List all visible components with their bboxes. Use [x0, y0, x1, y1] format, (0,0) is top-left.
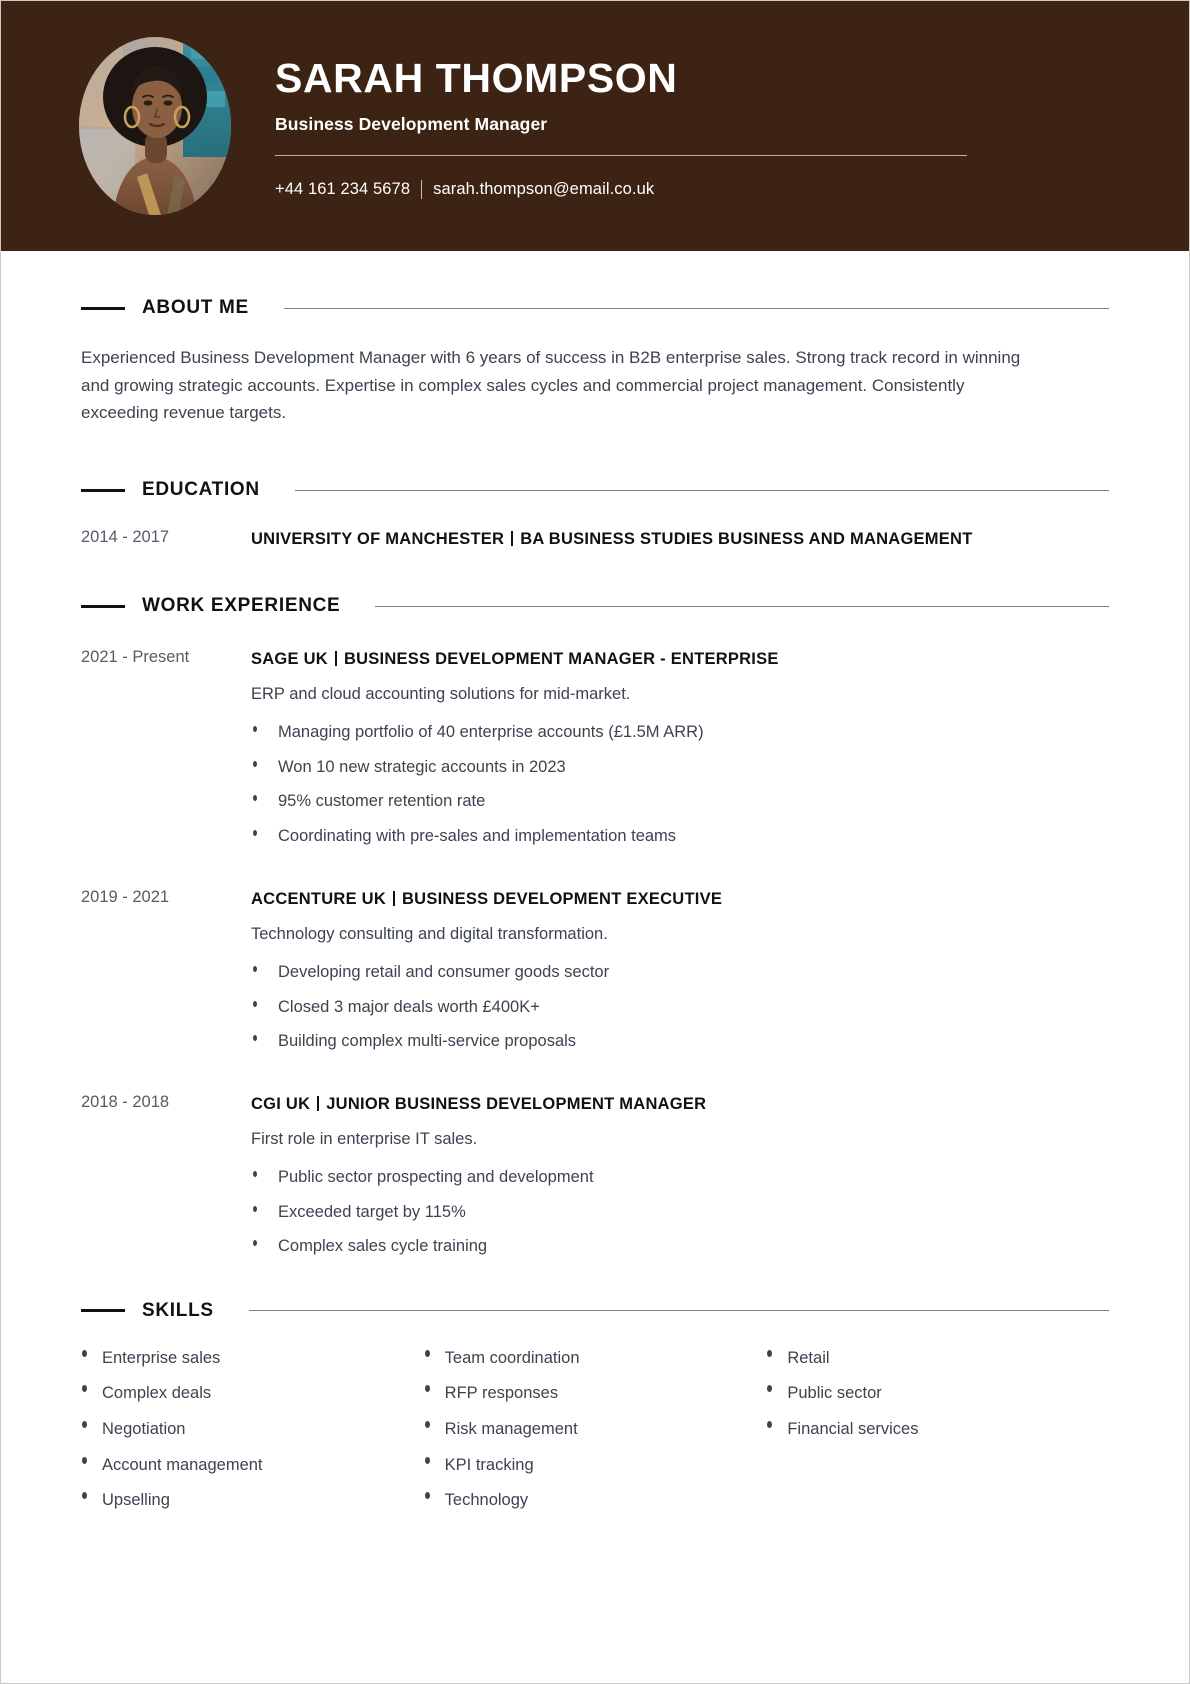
avatar [79, 37, 231, 215]
section-title-about: ABOUT ME [142, 297, 249, 318]
education-details [251, 527, 1109, 551]
education-entry [81, 527, 1109, 551]
section-rule [375, 606, 1109, 607]
job-title: Business Development Manager [275, 114, 548, 135]
work-title [251, 1092, 1109, 1116]
work-bullets [251, 722, 1109, 847]
phone-number[interactable]: +44 161 234 5678 [275, 180, 411, 199]
header-divider [275, 155, 967, 156]
list-item: Team coordination [424, 1348, 747, 1369]
resume-body [1, 251, 1189, 1526]
section-dash-icon [81, 1309, 125, 1312]
page-title: SARAH THOMPSON [275, 54, 678, 101]
list-item: Complex deals [81, 1383, 404, 1404]
skills-grid [81, 1348, 1109, 1526]
section-dash-icon [81, 605, 125, 608]
work-role: JUNIOR BUSINESS DEVELOPMENT MANAGER [326, 1095, 707, 1114]
list-item: Risk management [424, 1419, 747, 1440]
work-bullets [251, 1167, 1109, 1257]
work-entry [81, 887, 1109, 1052]
list-item: Retail [766, 1348, 1089, 1369]
education-degree: BA BUSINESS STUDIES BUSINESS AND MANAGEMENT [520, 530, 973, 549]
skills-column [424, 1348, 767, 1526]
work-entry [81, 647, 1109, 847]
list-item: Building complex multi-service proposals [251, 1031, 1109, 1052]
email-address[interactable]: sarah.thompson@email.co.uk [433, 180, 655, 199]
list-item: RFP responses [424, 1383, 747, 1404]
work-title [251, 647, 1109, 671]
section-rule [284, 308, 1109, 309]
section-header-about [81, 297, 1109, 319]
title-separator-icon [393, 891, 395, 906]
list-item: Upselling [81, 1490, 404, 1511]
list-item: Public sector prospecting and development [251, 1167, 1109, 1188]
work-details [251, 647, 1109, 847]
section-title-skills: SKILLS [142, 1299, 214, 1321]
title-separator-icon [335, 651, 337, 666]
work-bullets [251, 962, 1109, 1052]
list-item: 95% customer retention rate [251, 791, 1109, 812]
section-title-education: EDUCATION [142, 479, 260, 501]
list-item: Exceeded target by 115% [251, 1202, 1109, 1223]
education-institution: UNIVERSITY OF MANCHESTER [251, 530, 505, 549]
list-item: Public sector [766, 1383, 1089, 1404]
title-separator-icon [317, 1096, 319, 1111]
list-item: Coordinating with pre-sales and implementation teams [251, 826, 1109, 847]
section-dash-icon [81, 307, 125, 310]
about-text: Experienced Business Development Manager with 6 years of success in B2B enterprise sales. Strong track record in winning and growing strategic accounts. Expertise in complex sales cycles and commercial project management. Consistently exceeding revenue targets. [81, 348, 1021, 423]
work-role: BUSINESS DEVELOPMENT MANAGER - ENTERPRISE [343, 650, 779, 669]
work-role: BUSINESS DEVELOPMENT EXECUTIVE [402, 890, 723, 909]
work-dates: 2018 - 2018 [81, 1093, 170, 1112]
section-skills [81, 1300, 1109, 1526]
work-summary: Technology consulting and digital transformation. [251, 925, 608, 944]
skills-column [81, 1348, 424, 1526]
list-item: Complex sales cycle training [251, 1236, 1109, 1257]
work-summary: First role in enterprise IT sales. [251, 1130, 478, 1149]
section-header-education [81, 479, 1109, 501]
education-title [251, 527, 1109, 551]
section-work-experience [81, 595, 1109, 1258]
section-header-skills [81, 1300, 1109, 1322]
list-item: Technology [424, 1490, 747, 1511]
section-rule [295, 490, 1109, 491]
section-about [81, 297, 1109, 427]
section-title-work: WORK EXPERIENCE [142, 595, 341, 617]
work-dates: 2019 - 2021 [81, 888, 170, 907]
list-item: Financial services [766, 1419, 1089, 1440]
work-details [251, 887, 1109, 1052]
work-dates: 2021 - Present [81, 648, 190, 667]
portrait-photo-icon [79, 37, 231, 215]
work-details [251, 1092, 1109, 1257]
education-dates: 2014 - 2017 [81, 528, 170, 547]
header-text-block [275, 53, 1189, 199]
list-item: Managing portfolio of 40 enterprise accounts (£1.5M ARR) [251, 722, 1109, 743]
contact-separator [421, 180, 422, 199]
section-rule [249, 1310, 1109, 1311]
work-company: SAGE UK [251, 650, 328, 669]
work-company: ACCENTURE UK [251, 890, 386, 909]
work-title [251, 887, 1109, 911]
list-item: Developing retail and consumer goods sector [251, 962, 1109, 983]
list-item: Closed 3 major deals worth £400K+ [251, 997, 1109, 1018]
work-entry [81, 1092, 1109, 1257]
list-item: Negotiation [81, 1419, 404, 1440]
list-item: Enterprise sales [81, 1348, 404, 1369]
list-item: Won 10 new strategic accounts in 2023 [251, 757, 1109, 778]
title-separator-icon [511, 531, 513, 546]
list-item: KPI tracking [424, 1455, 747, 1476]
list-item: Account management [81, 1455, 404, 1476]
section-dash-icon [81, 489, 125, 492]
work-summary: ERP and cloud accounting solutions for mid-market. [251, 685, 631, 704]
section-education [81, 479, 1109, 551]
work-company: CGI UK [251, 1095, 311, 1114]
contact-line [275, 180, 1189, 199]
skills-column [766, 1348, 1109, 1526]
resume-header [1, 1, 1189, 251]
section-header-work [81, 595, 1109, 617]
